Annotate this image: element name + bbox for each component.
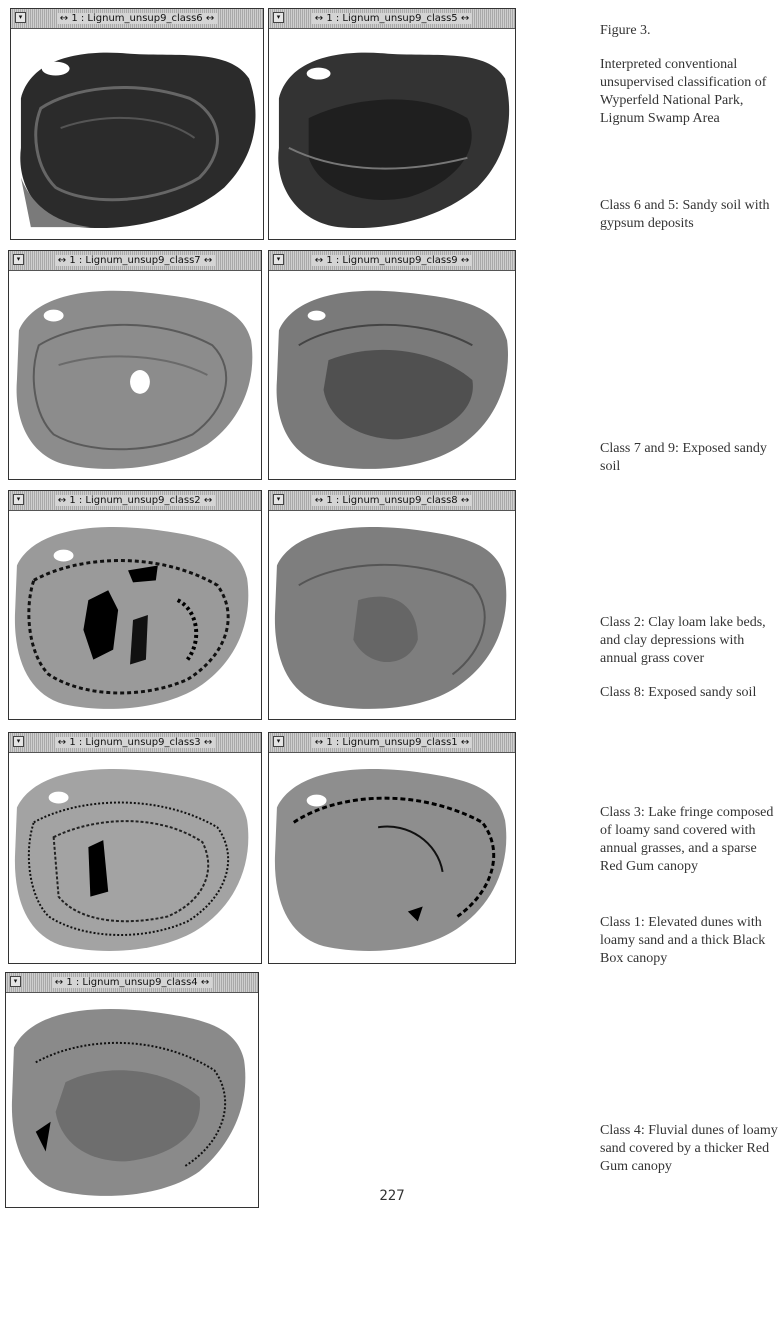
window-menu-icon[interactable]: ▾: [13, 254, 24, 265]
window-title: 1 : Lignum_unsup9_class9: [326, 255, 458, 266]
caption-class-7-9: Class 7 and 9: Exposed sandy soil: [600, 441, 767, 474]
image-window-class6: [10, 8, 264, 240]
window-title: 1 : Lignum_unsup9_class3: [69, 737, 201, 748]
caption-class-2: Class 2: Clay loam lake beds, and clay depressions with annual grass cover: [600, 615, 766, 666]
classification-map: [11, 29, 263, 239]
page-number: 227: [379, 1188, 405, 1204]
image-window-class5: [268, 8, 516, 240]
window-title: 1 : Lignum_unsup9_class8: [326, 495, 458, 506]
window-menu-icon[interactable]: ▾: [273, 494, 284, 505]
image-window-class2: [8, 490, 262, 720]
classification-map: [269, 271, 515, 479]
window-title-bar: ▾ ↔ 1 : Lignum_unsup9_class9 ↔: [269, 251, 515, 271]
caption-class-1: Class 1: Elevated dunes with loamy sand and a thick Black Box canopy: [600, 915, 766, 966]
window-title-bar: ▾ ↔ 1 : Lignum_unsup9_class5 ↔: [269, 9, 515, 29]
classification-map: [269, 29, 515, 239]
window-menu-icon[interactable]: ▾: [13, 494, 24, 505]
image-window-class3: [8, 732, 262, 964]
caption-class-3: Class 3: Lake fringe composed of loamy sand covered with annual grasses, and a sparse Red Gum canopy: [600, 805, 774, 874]
classification-map: [9, 271, 261, 479]
image-window-class4: [5, 972, 259, 1208]
window-title-bar: ▾ ↔ 1 : Lignum_unsup9_class6 ↔: [11, 9, 263, 29]
figure-label: Figure 3.: [600, 23, 651, 38]
image-window-class8: [268, 490, 516, 720]
window-title: 1 : Lignum_unsup9_class6: [71, 13, 203, 24]
window-title-bar: ▾ ↔ 1 : Lignum_unsup9_class3 ↔: [9, 733, 261, 753]
window-title: 1 : Lignum_unsup9_class7: [69, 255, 201, 266]
classification-map: [269, 753, 515, 963]
window-menu-icon[interactable]: ▾: [273, 736, 284, 747]
classification-map: [9, 511, 261, 719]
window-title-bar: ▾ ↔ 1 : Lignum_unsup9_class4 ↔: [6, 973, 258, 993]
window-menu-icon[interactable]: ▾: [13, 736, 24, 747]
window-title-bar: ▾ ↔ 1 : Lignum_unsup9_class7 ↔: [9, 251, 261, 271]
window-menu-icon[interactable]: ▾: [10, 976, 21, 987]
window-title-bar: ▾ ↔ 1 : Lignum_unsup9_class1 ↔: [269, 733, 515, 753]
image-window-class1: [268, 732, 516, 964]
window-title-bar: ▾ ↔ 1 : Lignum_unsup9_class2 ↔: [9, 491, 261, 511]
image-window-class7: [8, 250, 262, 480]
classification-map: [9, 753, 261, 963]
classification-map: [6, 993, 258, 1207]
window-title: 1 : Lignum_unsup9_class2: [69, 495, 201, 506]
figure-title: Interpreted conventional unsupervised classification of Wyperfeld National Park, Lignum Swamp Area: [600, 57, 767, 126]
window-title-bar: ▾ ↔ 1 : Lignum_unsup9_class8 ↔: [269, 491, 515, 511]
image-window-class9: [268, 250, 516, 480]
caption-class-6-5: Class 6 and 5: Sandy soil with gypsum deposits: [600, 198, 770, 231]
caption-class-8: Class 8: Exposed sandy soil: [600, 685, 757, 700]
window-menu-icon[interactable]: ▾: [15, 12, 26, 23]
window-title: 1 : Lignum_unsup9_class5: [326, 13, 458, 24]
window-menu-icon[interactable]: ▾: [273, 12, 284, 23]
window-title: 1 : Lignum_unsup9_class1: [326, 737, 458, 748]
window-menu-icon[interactable]: ▾: [273, 254, 284, 265]
caption-class-4: Class 4: Fluvial dunes of loamy sand covered by a thicker Red Gum canopy: [600, 1123, 778, 1174]
classification-map: [269, 511, 515, 719]
window-title: 1 : Lignum_unsup9_class4: [66, 977, 198, 988]
